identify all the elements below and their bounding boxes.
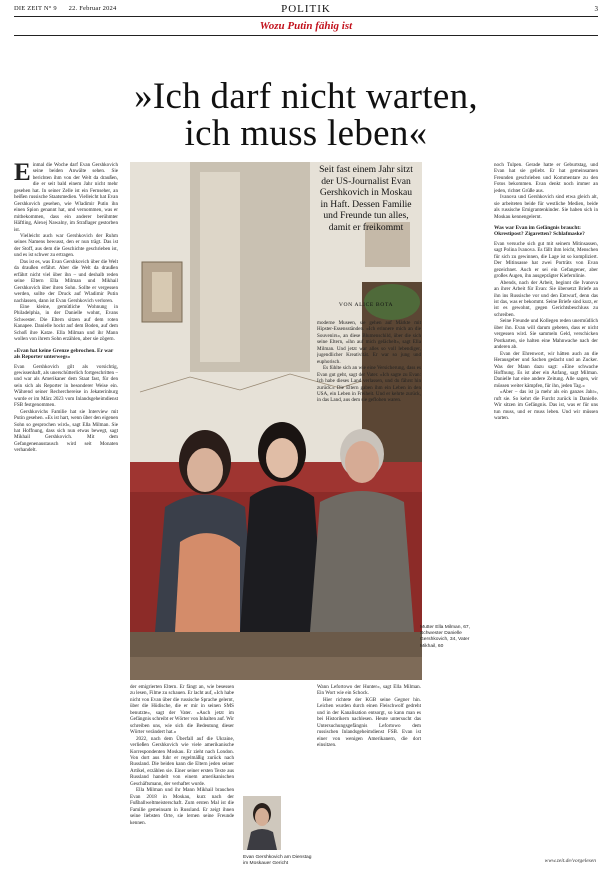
header-rule bbox=[14, 16, 598, 17]
byline: VON ALICE BOTA bbox=[338, 302, 394, 308]
publication-name: DIE ZEIT N° 9 bbox=[14, 5, 57, 12]
evan-portrait-image bbox=[243, 796, 281, 850]
paragraph: Gershkovichs Familie hat sie Interview mit Putin gesehen. »Es ist hart, wenn über den eigenen Sohn so gesprochen wird«, sagt Ella Milman. Sie hat Hoffnung, dass sich nun etwas bewegt, sagt Mikhail Gershkovich. Mit dem Gefangenenaustausch wird seit Monaten verhandelt. bbox=[14, 408, 118, 454]
paragraph: Evan der Ehrenwort, wir hätten auch an die Herausgeber und Sachen gedacht und an Zucker. Was der Mann dazu sagt: »Eine schwache Hoffnung. Es ist aber ein Anfang, sagt Milman. Danielle hat eine andere Zeitung. Alle sagen, wir müssen weiter kämpfen, für ihn, jeden Tag.« bbox=[494, 350, 598, 389]
paragraph: Wann Lefortowo der Hunter«, sagt Ella Milman. Ein Wort wie ein Schock. bbox=[317, 684, 421, 697]
article-column-2 bbox=[130, 684, 234, 864]
drop-cap: E bbox=[14, 162, 31, 186]
evan-portrait-photo bbox=[243, 796, 281, 850]
paragraph: Ivanova und Gershkovich sind etwa gleich alt, sie arbeiteten beide für westliche Medien, beide als russische Emigrantenkinder. Sie haben sich in Moskau kennengelernt. bbox=[494, 194, 598, 220]
paragraph: Eine kleine, gemütliche Wohnung in Philadelphia, in der Danielle wohnt, Evans Schwester. Die Eltern sitzen auf dem roten Kanapee. Danielle hockt auf dem Boden, auf dem Schoß ihre Katze. Ella Milman und ihr Mann wollen von ihrem Sohn erzählen, aber sie zögern. bbox=[14, 303, 118, 343]
paragraph: Seine Freunde und Kollegen reden unermüdlich über ihn. Evan will darum gebeten, dass er nicht vergessen wird. Sie sammeln Geld, verschicken Postkarten, sie halten eine Mahnwache nach der anderen ab. bbox=[494, 318, 598, 351]
subheading: »Evan hat keine Grenze gebrochen. Er war als Reporter unterwegs« bbox=[14, 347, 114, 361]
paragraph: Das ist es, was Evan Gershkovich über die Welt da draußen erfährt. Aber die Welt da draußen erfährt nicht viel über ihn – und deshalb reden seine Eltern Ella Milman und Mikhail Gershkovich über ihren Sohn. Sollte er vergessen werden, sollte der Druck auf Wladimir Putin nachlassen, dann ist Evan Gershkovich verloren. bbox=[14, 258, 118, 304]
photo-caption: Mutter Ella Milman, 67, Schwester Danielle Gershkovich, 34, Vater Mikhail, 60 bbox=[420, 625, 471, 649]
paragraph: Hier richtete der KGB seine Gegner hin. Leichen wurden durch einen Fleischwolf gedreht und in der Kanalisation entsorgt, so kann man es bei Historikern nachlesen. Heute untersucht das Untersuchungsgefängnis Lefortowo dem russischen Inlandsgeheimdienst FSB. Evan ist einer von wenigen Amerikanern, die dort einsitzen. bbox=[317, 696, 421, 749]
paragraph: Es fühlte sich an wie eine Versicherung, dass es Evan gut geht, sagt der Vater. »Ich sagte zu Evan: Ich habe dieses Land verlassen, und du fährst hin zurück.« Die Eltern gaben ihm ein Leben in den USA, ein Leben in Freiheit. Und er kehrte zurück, in das Land, aus dem sie geflohen waren. bbox=[317, 365, 421, 404]
paragraph: Abends, nach der Arbeit, beginnt die Ivanova an ihrer Arbeit für Evan: Sie übersetzt Briefe an ihn ins Russische vor und den Entwurf, denn das ist das, was er bekommt. Seine Briefe sind kurz, er ist es gewohnt, gegen Gerichtsbeschluss zu schreiben. bbox=[494, 279, 598, 318]
paragraph: »Aber – das ist ja mehr als ein ganzes Jahr«, ruft sie. So kehrt die Furcht zurück in Danielle. Wir sitzen im Gefängnis. Das ist, was er für uns tun muss, und er muss leben. Und wir müssen warten. bbox=[494, 389, 598, 422]
page-number: 3 bbox=[594, 5, 598, 13]
article-column-1 bbox=[14, 162, 118, 862]
headline bbox=[40, 78, 572, 152]
subheading: Was war Evan im Gefängnis braucht: Okrestipost? Zigaretten? Schlafmaske? bbox=[494, 225, 585, 238]
article-lead: inmal die Woche darf Evan Gershkovich seine beiden Anwälte sehen. Sie berichten ihm von der Welt da draußen, die er seit bald einem Jahr nicht mehr gesehen hat. In seiner Zelle ist ein Fernseher, an heißen russische Staatsmedien. Vielleicht hat Evan Gershkovich gesehen, wie Wladimir Putin ihn einen Spion genannt hat, und vernommen, was er mitbekommen, dass ein anderer berühmter Häftling, Alexej Nawalny, im Straflager gestorben ist. bbox=[14, 162, 118, 233]
paragraph: Vielleicht auch war Gershkovich der Ruhm seines Namens bewusst, den er nun trägt. Das ist der Stoff, aus dem die Geschichte geschrieben ist, und es ist schwer zu ertragen. bbox=[14, 232, 118, 259]
paragraph: moderne Museen, sie gehen auf Märkte mit Hipster-Essensständen. »Ich erinnere mich an die Souvenirs«, an diese Blumenschild, über die sich seine Eltern, »ihn auf mich gelächelt«, sagt Ella Milman. Und jetzt war alles so voll lebendiger, jugendlicher Kreativität. Er war so jung und euphorisch. bbox=[317, 320, 421, 365]
teaser-text: Seit fast einem Jahr sitzt der US-Journalist Evan Gershkovich in Moskau in Haft. Dessen Familie und Freunde tun alles, damit er freikommt bbox=[319, 164, 413, 233]
dossier-label: Wozu Putin fähig ist bbox=[259, 20, 353, 32]
portrait-caption: Evan Gershkovich am Dienstag im Moskauer Gericht bbox=[243, 855, 312, 867]
article-column-4 bbox=[494, 162, 598, 852]
paragraph: 2022, nach dem Überfall auf die Ukraine, verließen Gershkovich wie viele amerikanische Korrespondenten Moskau. Er zieht nach London. Von dort aus fuhr er regelmäßig zurück nach Russland. Die beiden kann die Eltern jeden seiner Artikel, erzählen sie. Einer seiner ersten Texte aus Russland handelt von einem amerikanischen Geschäftsmann, der verhaftet wurde. bbox=[130, 735, 234, 787]
article-column-3 bbox=[317, 320, 421, 616]
headline-line-1: »Ich darf nicht warten, bbox=[134, 76, 478, 117]
issue-date: 22. Februar 2024 bbox=[68, 5, 117, 12]
paragraph: Evan versuche sich gut mit seinem Mitinsassen, sagt Polina Ivanova. Es fällt ihm leicht, Menschen für sich zu gewinnen, die Lage ist so kompliziert. Der Mitinsasse hat zwei Porträts von Evan gezeichnet. Auch er sei ein Gefangener, aber großes Augen, ihn ausgeprägter Kiefernlinie. bbox=[494, 240, 598, 280]
paragraph: noch Tulpen. Gerade hatte er Geburtstag, und Evan hat sie geliebt. Er hat gemeinsamen Freunden geschrieben und Kommentare zu den Fotos bekommen. Evan denkt noch immer an jeden, richtet Grüße aus. bbox=[494, 162, 598, 194]
web-link[interactable]: www.zeit.de/vorgelesen bbox=[544, 858, 596, 864]
paragraph: Ella Milman und ihr Mann Mikhail brauchen Evan 2018 in Moskau, kurz nach der Fußballweltmeisterschaft. Zum ersten Mal ist die Familie gemeinsam in Russland. Er zeigt ihnen seine liebsten Orte, sie lernen seine Freunde kennen. bbox=[130, 787, 234, 826]
paragraph: Evan Gershkovich gilt als vorsichtig, gewissenhaft, als unerschütterlich fortgeschritten – und war als Amerikaner dem Staat fast, für den sein sich als Reporter in besonderer Weise ein. Während seiner Recherchereise in Jekaterinburg wurde er im März 2023 vom Inlandsgeheimdienst FSB festgenommen. bbox=[14, 363, 118, 409]
article-column-3-lower bbox=[317, 684, 421, 864]
headline-line-2: ich muss leben« bbox=[184, 113, 428, 154]
paragraph: der emigrierten Eltern. Er fängt an, wie besessen zu lesen, Filme zu schauen. Er lacht auf, »Ich habe nicht von Evan über die russische Sprache gelernt, über die Hüdische, die er mir in seinen SMS benutzte«, sagt der Vater. »Auch jetzt im Gefängnis schreibt er Wörter von Inhalten auf. Wir schreiben uns, wie sich die Bedeutung dieser Wörter verändert hat.« bbox=[130, 684, 234, 736]
section-title: POLITIK bbox=[281, 3, 331, 15]
dossier-rule bbox=[14, 35, 598, 36]
